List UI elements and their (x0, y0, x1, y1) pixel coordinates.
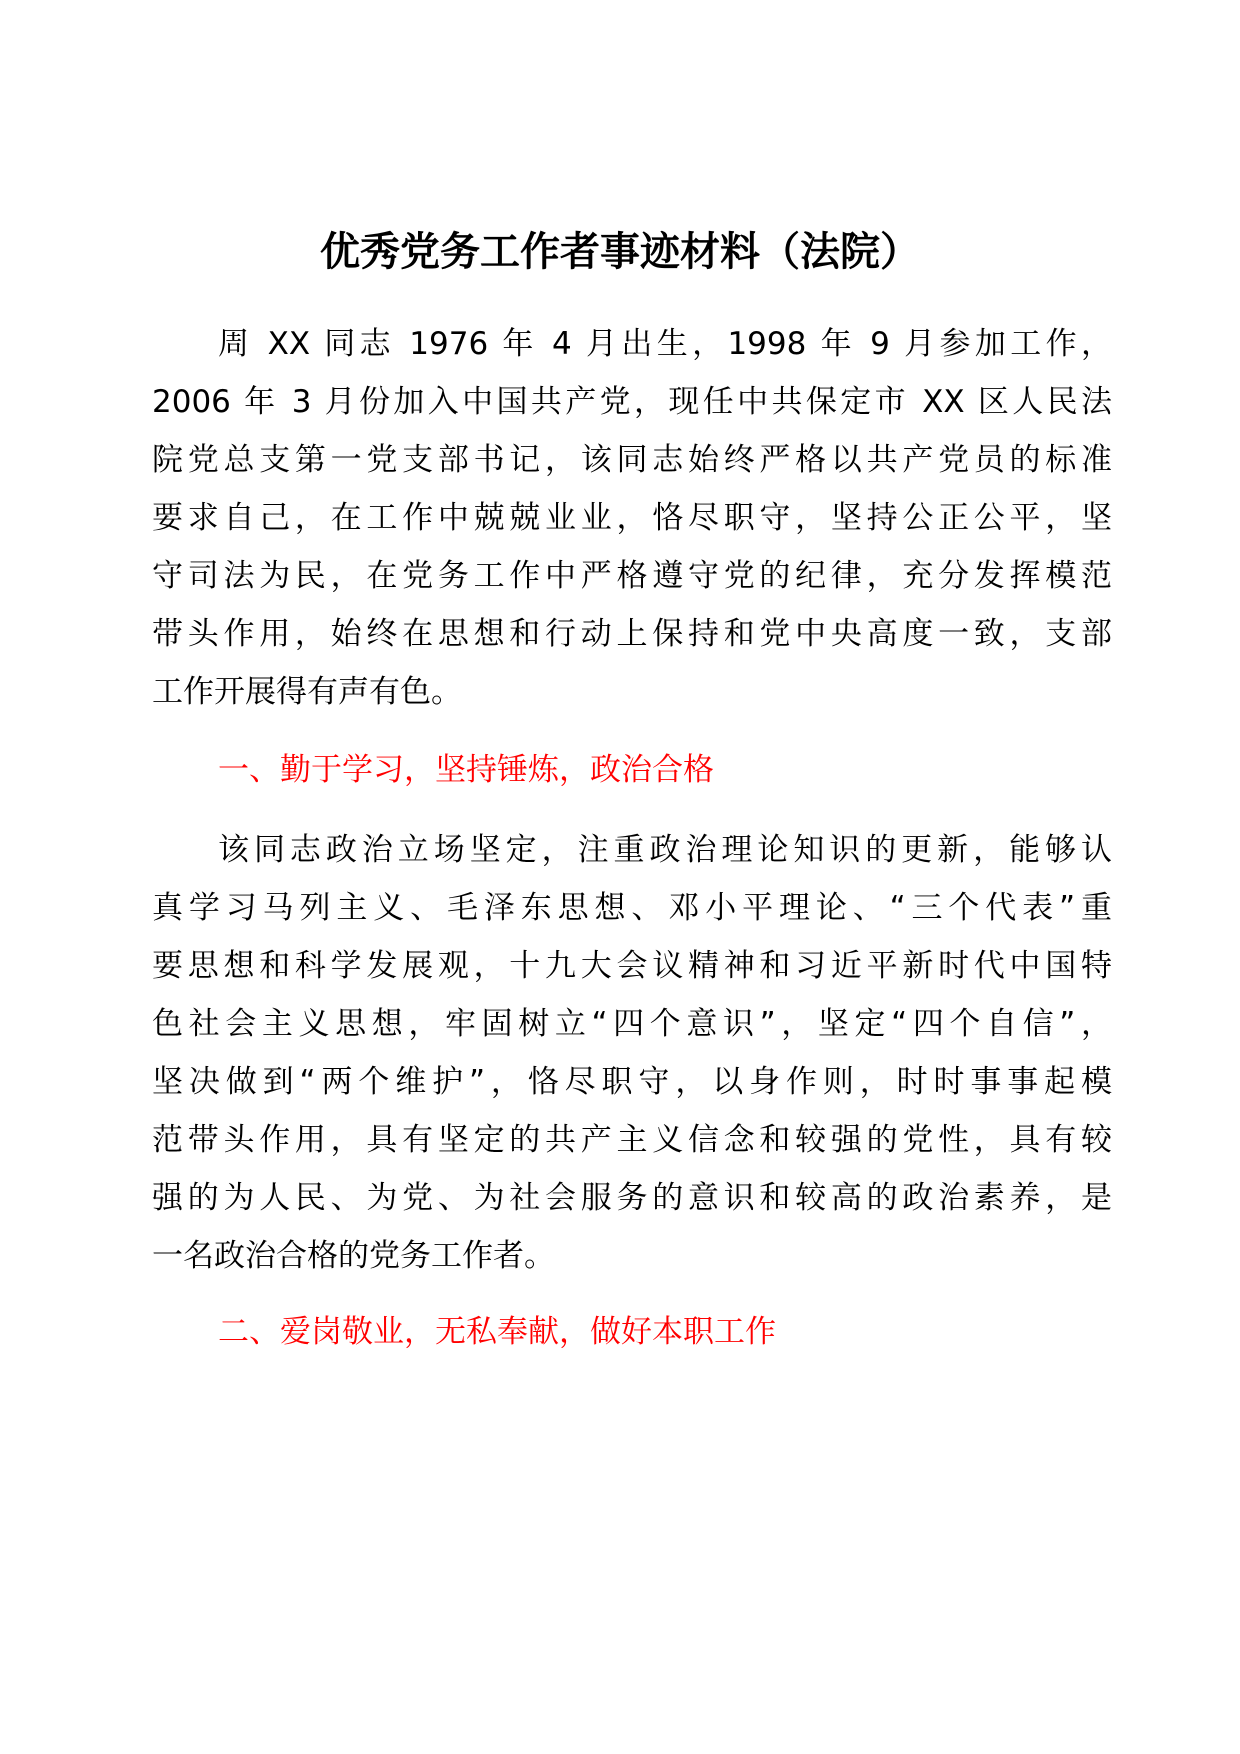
section1-line-8: 一名政治合格的党务工作者。 (152, 1238, 555, 1274)
intro-line-1: 周 XX 同志 1976 年 4 月出生，1998 年 9 月参加工作， (218, 326, 1112, 362)
section1-line-1: 该同志政治立场坚定，注重政治理论知识的更新，能够认 (218, 832, 1112, 868)
intro-line-2: 2006 年 3 月份加入中国共产党，现任中共保定市 XX 区人民法 (152, 384, 1112, 420)
section1-line-5: 坚决做到“两个维护”，恪尽职守，以身作则，时时事事起模 (152, 1064, 1112, 1100)
document-title: 优秀党务工作者事迹材料（法院） (320, 229, 920, 275)
section1-line-7: 强的为人民、为党、为社会服务的意识和较高的政治素养，是 (152, 1180, 1112, 1216)
intro-line-6: 带头作用，始终在思想和行动上保持和党中央高度一致，支部 (152, 616, 1112, 652)
intro-line-5: 守司法为民，在党务工作中严格遵守党的纪律，充分发挥模范 (152, 558, 1112, 594)
intro-line-3: 院党总支第一党支部书记，该同志始终严格以共产党员的标准 (152, 442, 1112, 478)
intro-line-7: 工作开展得有声有色。 (152, 674, 462, 710)
section1-line-6: 范带头作用，具有坚定的共产主义信念和较强的党性，具有较 (152, 1122, 1112, 1158)
intro-line-4: 要求自己，在工作中兢兢业业，恪尽职守，坚持公正公平，坚 (152, 500, 1112, 536)
section-heading-2: 二、爱岗敬业，无私奉献，做好本职工作 (218, 1314, 776, 1350)
section1-line-4: 色社会主义思想，牢固树立“四个意识”，坚定“四个自信”， (152, 1006, 1112, 1042)
section1-line-2: 真学习马列主义、毛泽东思想、邓小平理论、“三个代表”重 (152, 890, 1112, 926)
section1-line-3: 要思想和科学发展观，十九大会议精神和习近平新时代中国特 (152, 948, 1112, 984)
section-heading-1: 一、勤于学习，坚持锤炼，政治合格 (218, 752, 714, 788)
